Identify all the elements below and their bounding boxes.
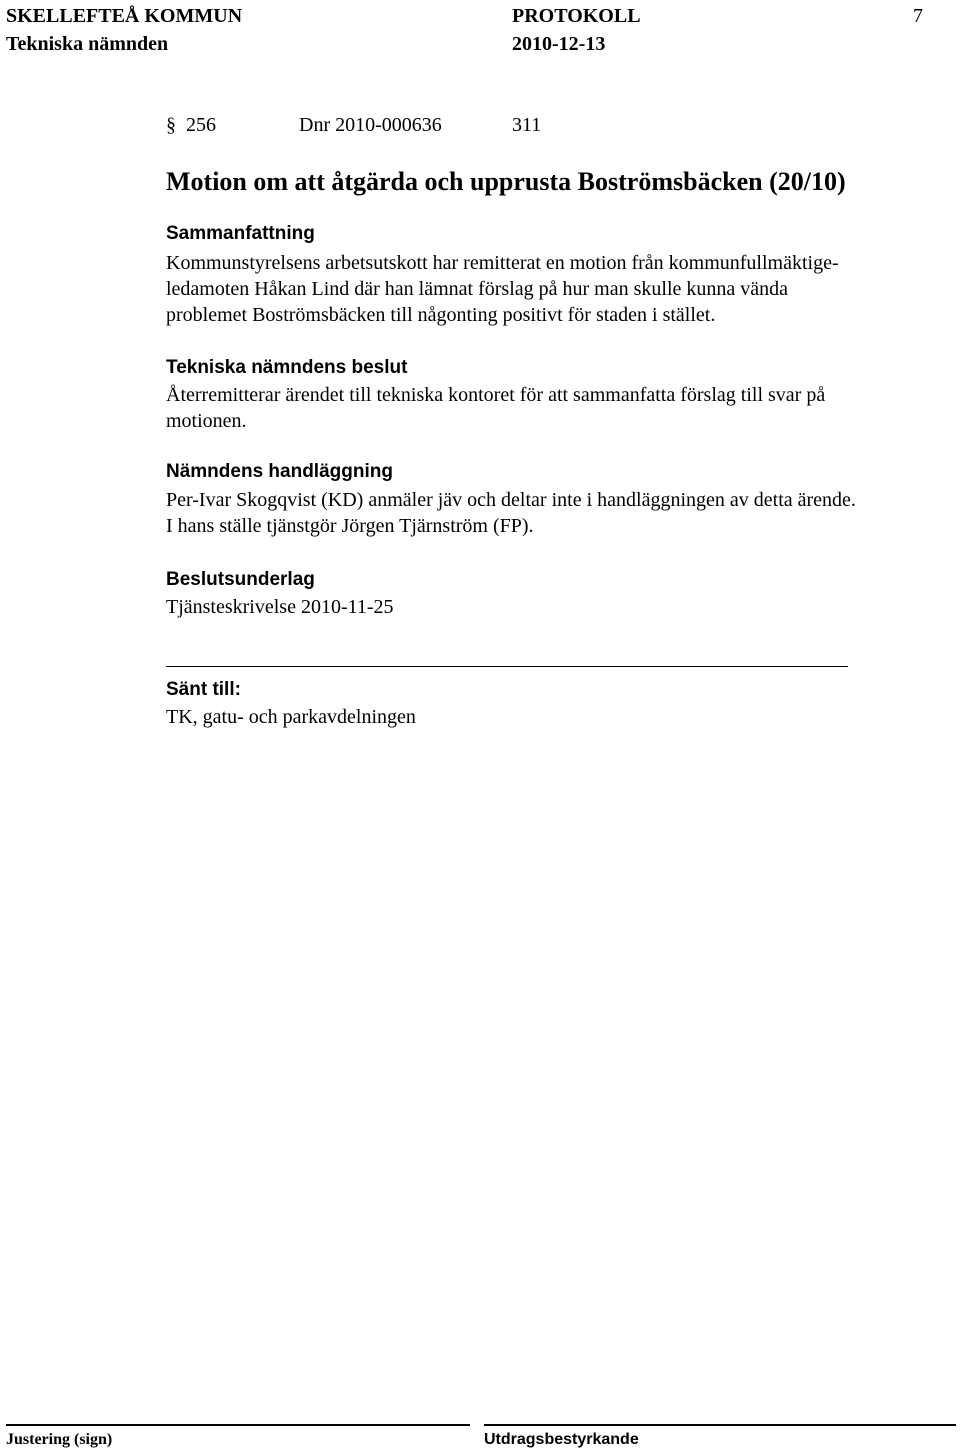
- document-type: PROTOKOLL: [512, 5, 641, 27]
- basis-line: Tjänsteskrivelse 2010-11-25: [166, 596, 394, 618]
- classification-code: 311: [512, 114, 542, 136]
- decision-line: motionen.: [166, 410, 247, 432]
- summary-line: ledamoten Håkan Lind där han lämnat förslag på hur man skulle kunna vända: [166, 278, 789, 300]
- basis-heading: Beslutsunderlag: [166, 569, 315, 590]
- decision-line: Återremitterar ärendet till tekniska kontoret för att sammanfatta förslag till svar på: [166, 384, 826, 406]
- handling-heading: Nämndens handläggning: [166, 461, 393, 482]
- handling-line: I hans ställe tjänstgör Jörgen Tjärnström (FP).: [166, 515, 534, 537]
- utdragsbestyrkande-label: Utdragsbestyrkande: [484, 1431, 639, 1448]
- justering-label: Justering (sign): [6, 1431, 113, 1448]
- page-title: Motion om att åtgärda och upprusta Boströmsbäcken (20/10): [166, 167, 846, 196]
- organization-name: SKELLEFTEÅ KOMMUN: [6, 5, 243, 27]
- sent-to-line: TK, gatu- och parkavdelningen: [166, 706, 416, 728]
- handling-line: Per-Ivar Skogqvist (KD) anmäler jäv och deltar inte i handläggningen av detta ärende.: [166, 489, 856, 511]
- meeting-date: 2010-12-13: [512, 33, 606, 55]
- summary-line: problemet Boströmsbäcken till någonting positivt för staden i stället.: [166, 304, 716, 326]
- paragraph-symbol: §: [166, 114, 176, 136]
- summary-line: Kommunstyrelsens arbetsutskott har remitterat en motion från kommunfullmäktige-: [166, 252, 839, 274]
- section-divider: [166, 666, 848, 667]
- signature-line-left: [6, 1424, 470, 1426]
- diary-number: Dnr 2010-000636: [299, 114, 442, 136]
- page-number: 7: [913, 5, 923, 27]
- signature-line-right: [484, 1424, 956, 1426]
- board-name: Tekniska nämnden: [6, 33, 169, 55]
- decision-heading: Tekniska nämndens beslut: [166, 357, 408, 378]
- paragraph-number: 256: [186, 114, 216, 136]
- summary-heading: Sammanfattning: [166, 223, 315, 244]
- sent-to-heading: Sänt till:: [166, 679, 241, 700]
